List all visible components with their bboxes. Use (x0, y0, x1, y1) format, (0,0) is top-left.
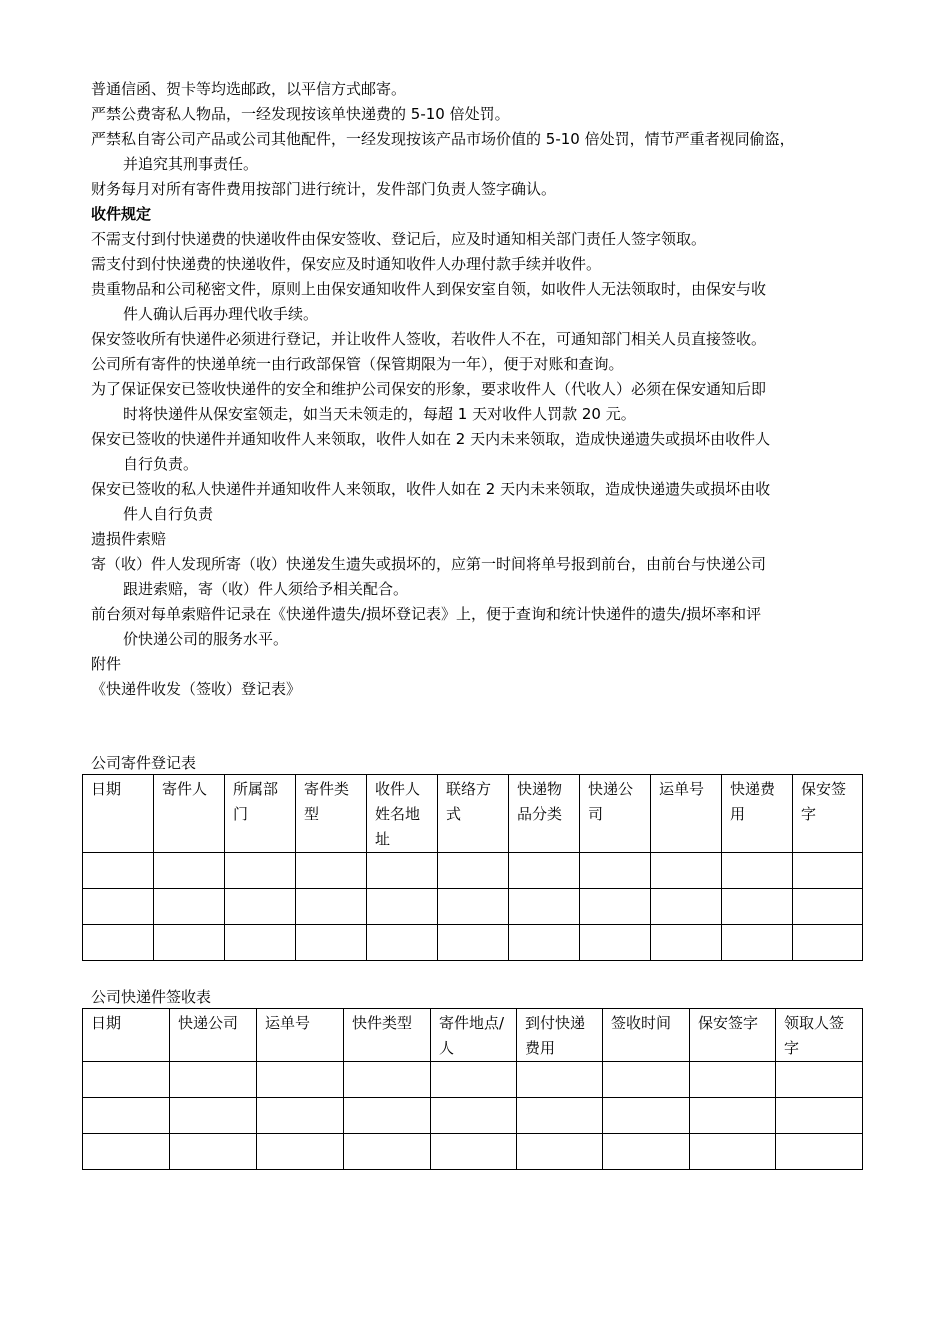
paragraph-13: 保安已签收的私人快递件并通知收件人来领取，收件人如在 2 天内未来领取，造成快递遗失或损坏由收 件人自行负责 (91, 480, 771, 523)
table-cell (296, 853, 367, 889)
table1-header-cell: 所属部门 (225, 775, 296, 853)
table-cell (257, 1134, 344, 1170)
paragraph-3: 严禁私自寄公司产品或公司其他配件，一经发现按该产品市场价值的 5-10 倍处罚，情节严重者视同偷盗， 并追究其刑事责任。 (91, 130, 795, 173)
paragraph-6: 不需支付到付快递费的快递收件由保安签收、登记后，应及时通知相关部门责任人签字领取。 (91, 230, 707, 248)
paragraph-2: 严禁公费寄私人物品，一经发现按该单快递费的 5-10 倍处罚。 (91, 105, 510, 123)
table-cell (225, 889, 296, 925)
section-heading-receipt: 收件规定 (91, 205, 152, 223)
table-cell (651, 853, 722, 889)
table-cell (154, 853, 225, 889)
table-cell (225, 925, 296, 961)
table-row (83, 925, 863, 961)
table-cell (438, 925, 509, 961)
table-row (83, 853, 863, 889)
table-cell (344, 1134, 431, 1170)
paragraph-4: 财务每月对所有寄件费用按部门进行统计，发件部门负责人签字确认。 (91, 180, 557, 198)
table-cell (344, 1062, 431, 1098)
table-cell (776, 1098, 863, 1134)
table-cell (344, 1098, 431, 1134)
table1-header-cell: 保安签字 (793, 775, 863, 853)
table-cell (154, 925, 225, 961)
table2-header-row (83, 1009, 863, 1062)
table-cell (793, 853, 863, 889)
table-cell (722, 925, 793, 961)
table-cell (603, 1062, 690, 1098)
table2-header-cell: 寄件地点/人 (431, 1009, 517, 1062)
table-cell (509, 853, 580, 889)
table1-header-cell: 寄件人 (154, 775, 225, 853)
paragraph-1: 普通信函、贺卡等均选邮政，以平信方式邮寄。 (91, 80, 407, 98)
table-cell (170, 1098, 257, 1134)
table1-header-cell: 运单号 (651, 775, 722, 853)
table2-header-cell: 签收时间 (603, 1009, 690, 1062)
table1-caption: 公司寄件登记表 (91, 754, 197, 772)
table-cell (431, 1134, 517, 1170)
table-cell (509, 889, 580, 925)
table2-header-cell: 快递公司 (170, 1009, 257, 1062)
paragraph-attachment-title: 《快递件收发（签收）登记表》 (91, 680, 302, 698)
table1-header-cell: 寄件类型 (296, 775, 367, 853)
table-cell (793, 925, 863, 961)
paragraph-15: 寄（收）件人发现所寄（收）快递发生遗失或损坏的，应第一时间将单号报到前台，由前台与快递公司 跟进索赔，寄（收）件人须给予相关配合。 (91, 555, 767, 598)
table-cell (367, 889, 438, 925)
table2-header-cell: 保安签字 (690, 1009, 776, 1062)
table-cell (776, 1062, 863, 1098)
paragraph-9: 保安签收所有快递件必须进行登记，并让收件人签收，若收件人不在，可通知部门相关人员直接签收。 (91, 330, 767, 348)
table-cell (580, 889, 651, 925)
table-cell (296, 889, 367, 925)
table1-header-cell: 快递物品分类 (509, 775, 580, 853)
table-cell (722, 853, 793, 889)
table1-header-row (83, 775, 863, 853)
table-cell (438, 853, 509, 889)
table-cell (296, 925, 367, 961)
table-cell (580, 925, 651, 961)
table-cell (367, 925, 438, 961)
table-cell (793, 889, 863, 925)
table-cell (257, 1098, 344, 1134)
table1-header-cell: 快递公司 (580, 775, 651, 853)
paragraph-11: 为了保证保安已签收快递件的安全和维护公司保安的形象，要求收件人（代收人）必须在保安通知后即 时将快递件从保安室领走，如当天未领走的，每超 1 天对收件人罚款 20 元。 (91, 380, 767, 423)
company-send-register-table (82, 774, 863, 961)
table-cell (651, 889, 722, 925)
table-cell (257, 1062, 344, 1098)
table2-header-cell: 运单号 (257, 1009, 344, 1062)
table-cell (83, 853, 154, 889)
table-cell (367, 853, 438, 889)
table-cell (776, 1134, 863, 1170)
paragraph-7: 需支付到付快递费的快递收件，保安应及时通知收件人办理付款手续并收件。 (91, 255, 602, 273)
table-cell (83, 925, 154, 961)
paragraph-10: 公司所有寄件的快递单统一由行政部保管（保管期限为一年），便于对账和查询。 (91, 355, 624, 373)
table-cell (517, 1062, 603, 1098)
table1-header-cell: 日期 (83, 775, 154, 853)
table-cell (603, 1098, 690, 1134)
table-cell (722, 889, 793, 925)
table-cell (603, 1134, 690, 1170)
table-cell (431, 1098, 517, 1134)
table-cell (517, 1134, 603, 1170)
table-cell (170, 1134, 257, 1170)
paragraph-16: 前台须对每单索赔件记录在《快递件遗失/损坏登记表》上，便于查询和统计快递件的遗失/损坏率和评 价快递公司的服务水平。 (91, 605, 762, 648)
table-row (83, 1098, 863, 1134)
table-cell (690, 1098, 776, 1134)
table1-header-cell: 收件人姓名地址 (367, 775, 438, 853)
table-cell (651, 925, 722, 961)
table-cell (690, 1134, 776, 1170)
table2-header-cell: 日期 (83, 1009, 170, 1062)
table2-header-cell: 领取人签字 (776, 1009, 863, 1062)
table1-header-cell: 联络方式 (438, 775, 509, 853)
table-cell (517, 1098, 603, 1134)
company-receipt-sign-table (82, 1008, 863, 1170)
table-cell (170, 1062, 257, 1098)
table-cell (438, 889, 509, 925)
table-cell (431, 1062, 517, 1098)
table-cell (83, 1134, 170, 1170)
table2-header-cell: 快件类型 (344, 1009, 431, 1062)
table-cell (690, 1062, 776, 1098)
section-heading-claims: 遗损件索赔 (91, 530, 167, 548)
table-row (83, 889, 863, 925)
table2-header-cell: 到付快递费用 (517, 1009, 603, 1062)
table2-caption: 公司快递件签收表 (91, 988, 212, 1006)
table-cell (83, 1098, 170, 1134)
paragraph-12: 保安已签收的快递件并通知收件人来领取，收件人如在 2 天内未来领取，造成快递遗失或损坏由收件人 自行负责。 (91, 430, 771, 473)
table-cell (154, 889, 225, 925)
table-row (83, 1062, 863, 1098)
table1-header-cell: 快递费用 (722, 775, 793, 853)
table-cell (225, 853, 296, 889)
section-heading-attachment: 附件 (91, 655, 122, 673)
paragraph-8: 贵重物品和公司秘密文件，原则上由保安通知收件人到保安室自领，如收件人无法领取时，由保安与收 件人确认后再办理代收手续。 (91, 280, 767, 323)
table-cell (580, 853, 651, 889)
table-cell (83, 1062, 170, 1098)
table-row (83, 1134, 863, 1170)
table-cell (509, 925, 580, 961)
table-cell (83, 889, 154, 925)
